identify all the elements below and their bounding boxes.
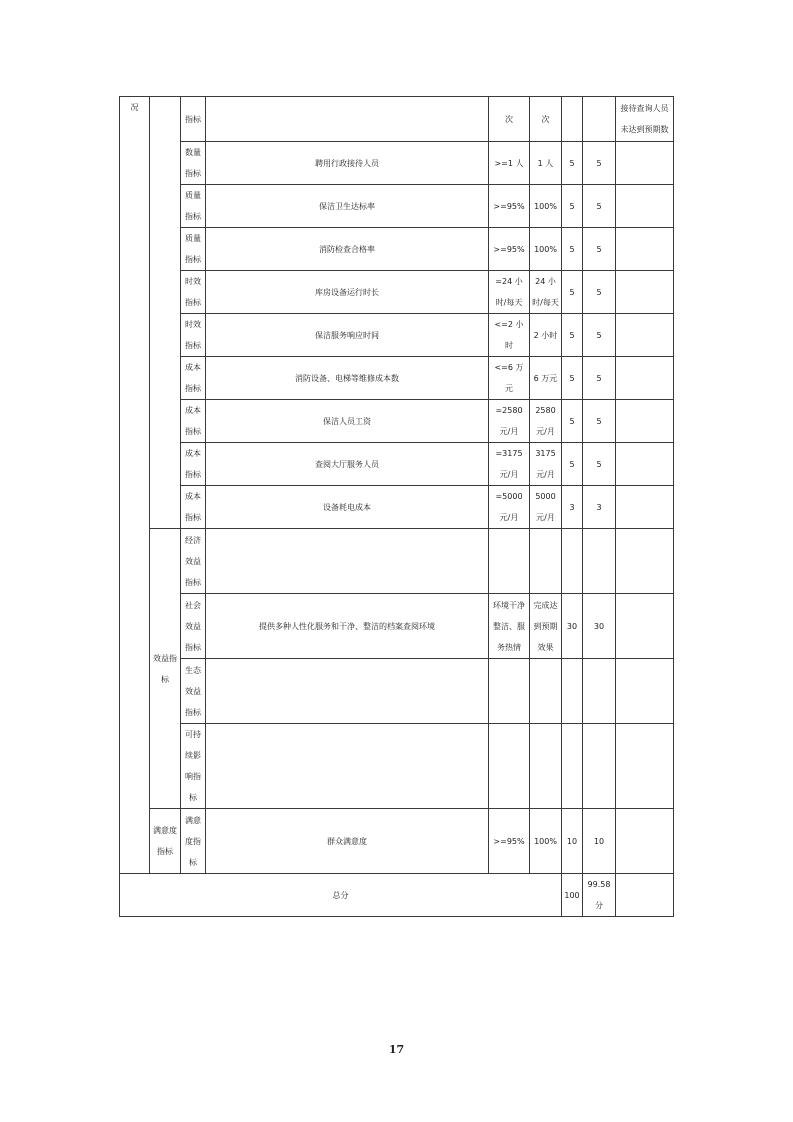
note-cell <box>616 529 674 594</box>
note-cell: 接待查询人员未达到预期数 <box>616 97 674 142</box>
content-cell <box>206 724 489 809</box>
sub-indicator-cell: 质量指标 <box>181 228 206 271</box>
target-cell: =5000 元/月 <box>489 486 530 529</box>
total-score: 99.58 分 <box>583 874 616 917</box>
score-cell: 5 <box>583 357 616 400</box>
score-cell: 5 <box>583 142 616 185</box>
note-cell <box>616 486 674 529</box>
situation-cell: 况 <box>120 97 150 874</box>
score-cell: 5 <box>583 228 616 271</box>
content-cell: 保洁卫生达标率 <box>206 185 489 228</box>
content-cell: 群众满意度 <box>206 809 489 874</box>
target-cell: >=95% <box>489 228 530 271</box>
actual-cell: 3175 元/月 <box>530 443 562 486</box>
actual-cell <box>530 659 562 724</box>
score-cell: 5 <box>583 314 616 357</box>
sub-indicator-cell: 满意度指标 <box>181 809 206 874</box>
actual-cell: 100% <box>530 809 562 874</box>
target-cell <box>489 724 530 809</box>
note-cell <box>616 357 674 400</box>
weight-cell <box>562 529 583 594</box>
weight-cell: 10 <box>562 809 583 874</box>
content-cell <box>206 97 489 142</box>
actual-cell <box>530 724 562 809</box>
table-row <box>120 443 674 486</box>
target-cell: =24 小时/每天 <box>489 271 530 314</box>
score-cell <box>583 724 616 809</box>
actual-cell: 1 人 <box>530 142 562 185</box>
actual-cell: 100% <box>530 228 562 271</box>
sub-indicator-cell: 时效指标 <box>181 314 206 357</box>
score-cell: 5 <box>583 443 616 486</box>
target-cell: <=2 小时 <box>489 314 530 357</box>
table-row <box>120 142 674 185</box>
page-number: 17 <box>388 1043 405 1056</box>
table-row <box>120 314 674 357</box>
sub-indicator-cell: 成本指标 <box>181 443 206 486</box>
weight-cell <box>562 97 583 142</box>
target-cell: 次 <box>489 97 530 142</box>
weight-cell <box>562 659 583 724</box>
weight-cell: 5 <box>562 357 583 400</box>
table-row <box>120 271 674 314</box>
total-row <box>120 874 674 917</box>
score-cell: 5 <box>583 185 616 228</box>
content-cell: 消防检查合格率 <box>206 228 489 271</box>
table-row <box>120 594 674 659</box>
output-category-cell <box>150 97 181 529</box>
weight-cell <box>562 724 583 809</box>
target-cell: 环境干净整洁、服务热情 <box>489 594 530 659</box>
sub-indicator-cell: 时效指标 <box>181 271 206 314</box>
table-row <box>120 724 674 809</box>
sub-indicator-cell: 成本指标 <box>181 486 206 529</box>
note-cell <box>616 809 674 874</box>
actual-cell: 100% <box>530 185 562 228</box>
sub-indicator-cell: 经济效益指标 <box>181 529 206 594</box>
content-cell: 设备耗电成本 <box>206 486 489 529</box>
actual-cell: 24 小时/每天 <box>530 271 562 314</box>
content-cell: 查阅大厅服务人员 <box>206 443 489 486</box>
content-cell: 提供多种人性化服务和干净、整洁的档案查阅环境 <box>206 594 489 659</box>
weight-cell: 5 <box>562 271 583 314</box>
table-row <box>120 97 674 142</box>
actual-cell: 次 <box>530 97 562 142</box>
sub-indicator-cell: 数量指标 <box>181 142 206 185</box>
note-cell <box>616 724 674 809</box>
sub-indicator-cell: 质量指标 <box>181 185 206 228</box>
weight-cell: 5 <box>562 228 583 271</box>
note-cell <box>616 228 674 271</box>
target-cell: =3175 元/月 <box>489 443 530 486</box>
actual-cell: 6 万元 <box>530 357 562 400</box>
sub-indicator-cell: 生态效益指标 <box>181 659 206 724</box>
weight-cell: 3 <box>562 486 583 529</box>
target-cell: >=1 人 <box>489 142 530 185</box>
table-row <box>120 228 674 271</box>
actual-cell: 完成达到预期效果 <box>530 594 562 659</box>
score-cell <box>583 97 616 142</box>
content-cell <box>206 659 489 724</box>
target-cell: >=95% <box>489 185 530 228</box>
content-cell: 保洁服务响应时间 <box>206 314 489 357</box>
score-cell: 30 <box>583 594 616 659</box>
content-cell <box>206 529 489 594</box>
note-cell <box>616 443 674 486</box>
actual-cell: 5000 元/月 <box>530 486 562 529</box>
total-note <box>616 874 674 917</box>
sub-indicator-cell: 成本指标 <box>181 400 206 443</box>
target-cell <box>489 659 530 724</box>
weight-cell: 30 <box>562 594 583 659</box>
target-cell <box>489 529 530 594</box>
note-cell <box>616 271 674 314</box>
weight-cell: 5 <box>562 443 583 486</box>
sub-indicator-cell: 社会效益指标 <box>181 594 206 659</box>
score-cell <box>583 659 616 724</box>
score-cell: 5 <box>583 400 616 443</box>
score-cell: 5 <box>583 271 616 314</box>
table-row <box>120 486 674 529</box>
note-cell <box>616 142 674 185</box>
score-cell <box>583 529 616 594</box>
performance-table <box>119 96 674 917</box>
target-cell: >=95% <box>489 809 530 874</box>
score-cell: 3 <box>583 486 616 529</box>
actual-cell: 2580 元/月 <box>530 400 562 443</box>
satisfaction-category-cell: 满意度指标 <box>150 809 181 874</box>
table-row <box>120 809 674 874</box>
weight-cell: 5 <box>562 142 583 185</box>
target-cell: <=6 万元 <box>489 357 530 400</box>
content-cell: 保洁人员工资 <box>206 400 489 443</box>
table-row <box>120 529 674 594</box>
sub-indicator-cell: 指标 <box>181 97 206 142</box>
sub-indicator-cell: 成本指标 <box>181 357 206 400</box>
score-cell: 10 <box>583 809 616 874</box>
table-row <box>120 659 674 724</box>
note-cell <box>616 594 674 659</box>
content-cell: 消防设备、电梯等维修成本数 <box>206 357 489 400</box>
table-row <box>120 400 674 443</box>
actual-cell <box>530 529 562 594</box>
note-cell <box>616 400 674 443</box>
weight-cell: 5 <box>562 314 583 357</box>
table-row <box>120 357 674 400</box>
actual-cell: 2 小时 <box>530 314 562 357</box>
note-cell <box>616 659 674 724</box>
table-row <box>120 185 674 228</box>
content-cell: 聘用行政接待人员 <box>206 142 489 185</box>
benefit-category-cell: 效益指标 <box>150 529 181 809</box>
note-cell <box>616 185 674 228</box>
total-weight: 100 <box>562 874 583 917</box>
note-cell <box>616 314 674 357</box>
target-cell: =2580 元/月 <box>489 400 530 443</box>
weight-cell: 5 <box>562 400 583 443</box>
total-label: 总分 <box>120 874 562 917</box>
sub-indicator-cell: 可持续影响指标 <box>181 724 206 809</box>
content-cell: 库房设备运行时长 <box>206 271 489 314</box>
weight-cell: 5 <box>562 185 583 228</box>
